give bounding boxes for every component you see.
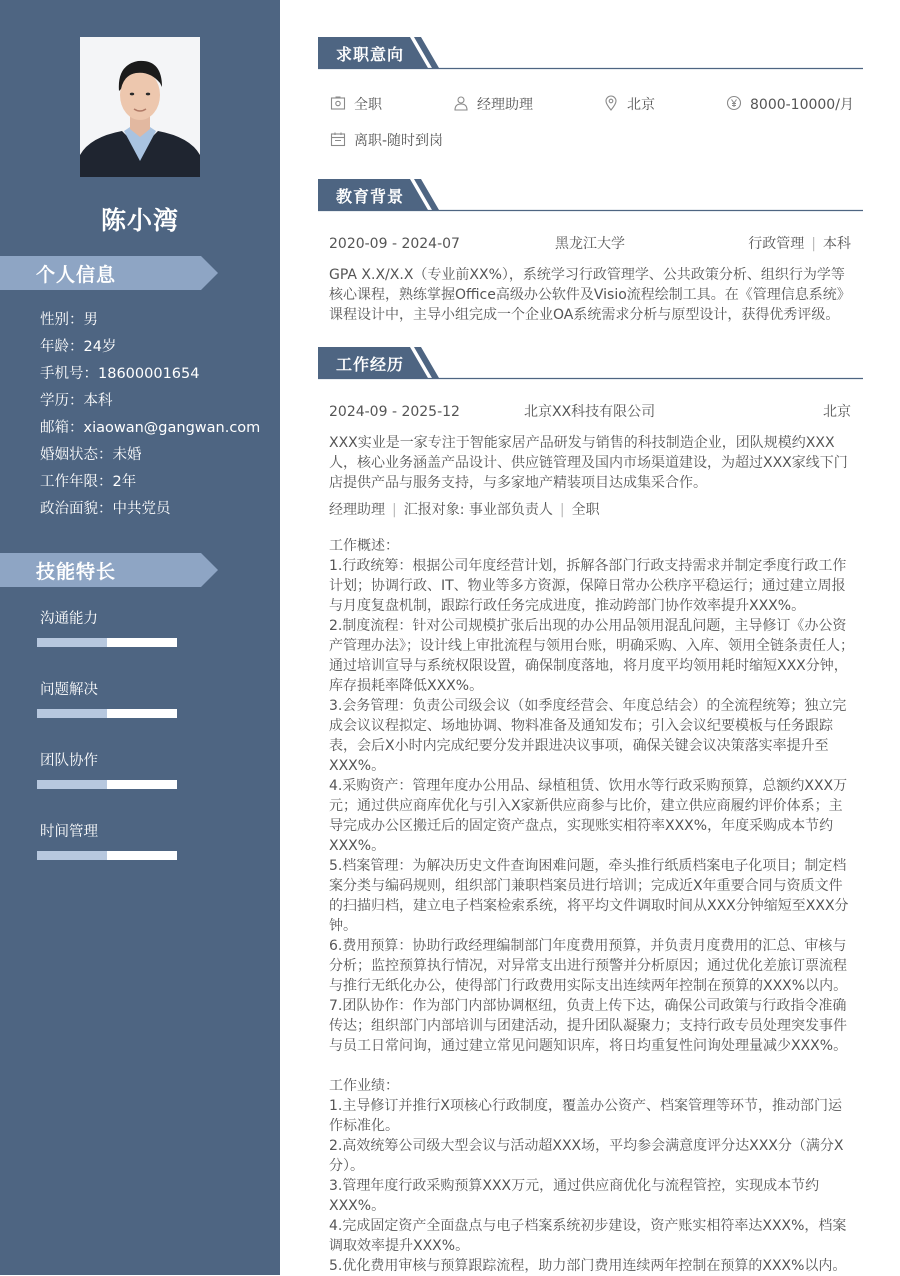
education-description-text: GPA X.X/X.X（专业前XX%），系统学习行政管理学、公共政策分析、组织行为学等核心课程，熟练掌握Office高级办公软件及Visio流程绘制工具。在《管理信息系统》课程设计中，主导小组完成一个企业OA系统需求分析与原型设计，获得优秀评级。 <box>329 267 851 323</box>
work-duty-item: 3.会务管理：负责公司级会议（如季度经营会、年度总结会）的全流程统筹；独立完成会议议程拟定、场地协调、物料准备及通知发布；引入会议纪要模板与任务跟踪表，会后X小时内完成纪要分发并跟进决议事项，确保关键会议决策落实率提升至XXX%。 <box>329 698 847 774</box>
work-title: 工作经历 <box>336 355 405 374</box>
skills-header <box>0 553 218 587</box>
work-achievement-item: 5.优化费用审核与预算跟踪流程，助力部门费用连续两年控制在预算的XXX%以内。 <box>329 1258 847 1274</box>
work-report-to: 汇报对象: 事业部负责人 <box>403 502 553 518</box>
education-major-degree: 行政管理 | 本科 <box>748 236 851 252</box>
currency-yen-icon <box>726 95 742 111</box>
work-overview <box>329 536 854 1276</box>
education-school: 黑龙江大学 <box>555 236 625 252</box>
skill-bar <box>37 638 177 647</box>
education-section-header <box>318 179 863 212</box>
skill-bar-fill <box>37 851 107 860</box>
education-period: 2020-09 - 2024-07 <box>329 236 460 252</box>
skill-teamwork <box>40 749 98 770</box>
work-achievement-item: 2.高效统筹公司级大型会议与活动超XXX场，平均参会满意度评分达XXX分（满分X分）。 <box>329 1138 844 1174</box>
skill-bar-fill <box>37 638 107 647</box>
skill-name: 时间管理 <box>40 824 98 840</box>
skill-bar <box>37 780 177 789</box>
work-job-type: 全职 <box>571 502 600 518</box>
info-education: 学历：本科 <box>40 393 113 409</box>
candidate-name: 陈小湾 <box>100 206 179 235</box>
work-achievement-item: 4.完成固定资产全面盘点与电子档案系统初步建设，资产账实相符率达XXX%，档案调取效率提升XXX%。 <box>329 1218 847 1254</box>
info-political-status: 政治面貌：中共党员 <box>40 501 171 517</box>
info-phone: 手机号：18600001654 <box>40 366 200 382</box>
work-achievement-item: 1.主导修订并推行X项核心行政制度，覆盖办公资产、档案管理等环节，推动部门运作标准化。 <box>329 1098 842 1134</box>
education-description <box>329 265 854 325</box>
education-major: 行政管理 <box>748 236 805 252</box>
skill-bar <box>37 709 177 718</box>
personal-info-header <box>0 256 218 290</box>
skill-communication <box>40 607 98 628</box>
work-duty-item: 5.档案管理：为解决历史文件查询困难问题，牵头推行纸质档案电子化项目；制定档案分类与编码规则，组织部门兼职档案员进行培训；完成近X年重要合同与资质文件的扫描归档，建立电子档案检索系统，将平均文件调取时间从XXX分钟缩短至XXX分钟。 <box>329 858 849 934</box>
work-period: 2024-09 - 2025-12 <box>329 404 460 420</box>
spacer <box>329 1056 854 1076</box>
skills-title: 技能特长 <box>36 561 117 583</box>
profile-photo <box>80 37 200 177</box>
skill-time-management <box>40 820 98 841</box>
sidebar <box>0 0 280 1275</box>
skill-problem-solving <box>40 678 98 699</box>
company-description <box>329 433 854 493</box>
skill-bar <box>37 851 177 860</box>
skill-name: 问题解决 <box>40 682 98 698</box>
work-duty-item: 4.采购资产：管理年度办公用品、绿植租赁、饮用水等行政采购预算，总额约XXX万元；通过供应商库优化与引入X家新供应商参与比价，建立供应商履约评价体系；主导完成办公区搬迁后的固定资产盘点，实现账实相符率XXX%，年度采购成本节约XXX%。 <box>329 778 848 854</box>
skill-name: 团队协作 <box>40 753 98 769</box>
work-duty-item: 2.制度流程：针对公司规模扩张后出现的办公用品领用混乱问题，主导修订《办公资产管理办法》；设计线上审批流程与领用台账，明确采购、入库、领用全链条责任人；通过培训宣导与系统权限设置，确保制度落地，将月度平均领用耗时缩短XXX分钟，库存损耗率降低XXX%。 <box>329 618 854 694</box>
work-city: 北京 <box>823 404 851 420</box>
work-duty-item: 7.团队协作：作为部门内部协调枢纽，负责上传下达，确保公司政策与行政指令准确传达；组织部门内部培训与团建活动，提升团队凝聚力；支持行政专员处理突发事件与员工日常问询，通过建立常见问题知识库，将日均重复性问询处理量减少XXX%。 <box>329 998 848 1054</box>
personal-info-list <box>40 309 260 525</box>
work-role: 经理助理 <box>329 502 385 518</box>
info-gender: 性别：男 <box>40 312 98 328</box>
user-icon <box>453 95 469 111</box>
location-pin-icon <box>603 95 619 111</box>
company-description-text: XXX实业是一家专注于智能家居产品研发与销售的科技制造企业，团队规模约XXX人，核心业务涵盖产品设计、供应链管理及国内市场渠道建设，为超过XXX家线下门店提供产品与服务支持，与多家地产精装项目达成集采合作。 <box>329 435 848 491</box>
work-duty-item: 6.费用预算：协助行政经理编制部门年度费用预算，并负责月度费用的汇总、审核与分析；监控预算执行情况，对异常支出进行预警并分析原因；通过优化差旅订票流程与推行无纸化办公，使得部门行政费用实际支出连续两年控制在预算的XXX%以内。 <box>329 938 848 994</box>
education-degree: 本科 <box>823 236 851 252</box>
work-duty-item: 1.行政统筹：根据公司年度经营计划，拆解各部门行政支持需求并制定季度行政工作计划；协调行政、IT、物业等多方资源，保障日常办公秩序平稳运行；通过建立周报与月度复盘机制，跟踪行政任务完成进度，推动跨部门协作效率提升XXX%。 <box>329 558 847 614</box>
work-achievements-title: 工作业绩： <box>329 1078 399 1094</box>
work-role-line: 经理助理 | 汇报对象: 事业部负责人 | 全职 <box>329 502 600 518</box>
skill-bar-fill <box>37 780 107 789</box>
info-age: 年龄：24岁 <box>40 339 117 355</box>
briefcase-icon <box>330 95 346 111</box>
skill-bar-fill <box>37 709 107 718</box>
info-marital-status: 婚姻状态：未婚 <box>40 447 142 463</box>
info-email: 邮箱：xiaowan@gangwan.com <box>40 420 261 436</box>
work-achievement-item: 3.管理年度行政采购预算XXX万元，通过供应商优化与流程管控，实现成本节约XXX%。 <box>329 1178 820 1214</box>
skill-name: 沟通能力 <box>40 611 98 627</box>
work-overview-title: 工作概述： <box>329 538 399 554</box>
calendar-icon <box>330 131 346 147</box>
work-section-header <box>318 347 863 380</box>
intent-section-header <box>318 37 863 70</box>
work-company: 北京XX科技有限公司 <box>524 404 656 420</box>
education-title: 教育背景 <box>336 187 405 206</box>
personal-info-title: 个人信息 <box>36 264 117 286</box>
intent-title: 求职意向 <box>336 45 405 64</box>
info-work-years: 工作年限：2年 <box>40 474 137 490</box>
